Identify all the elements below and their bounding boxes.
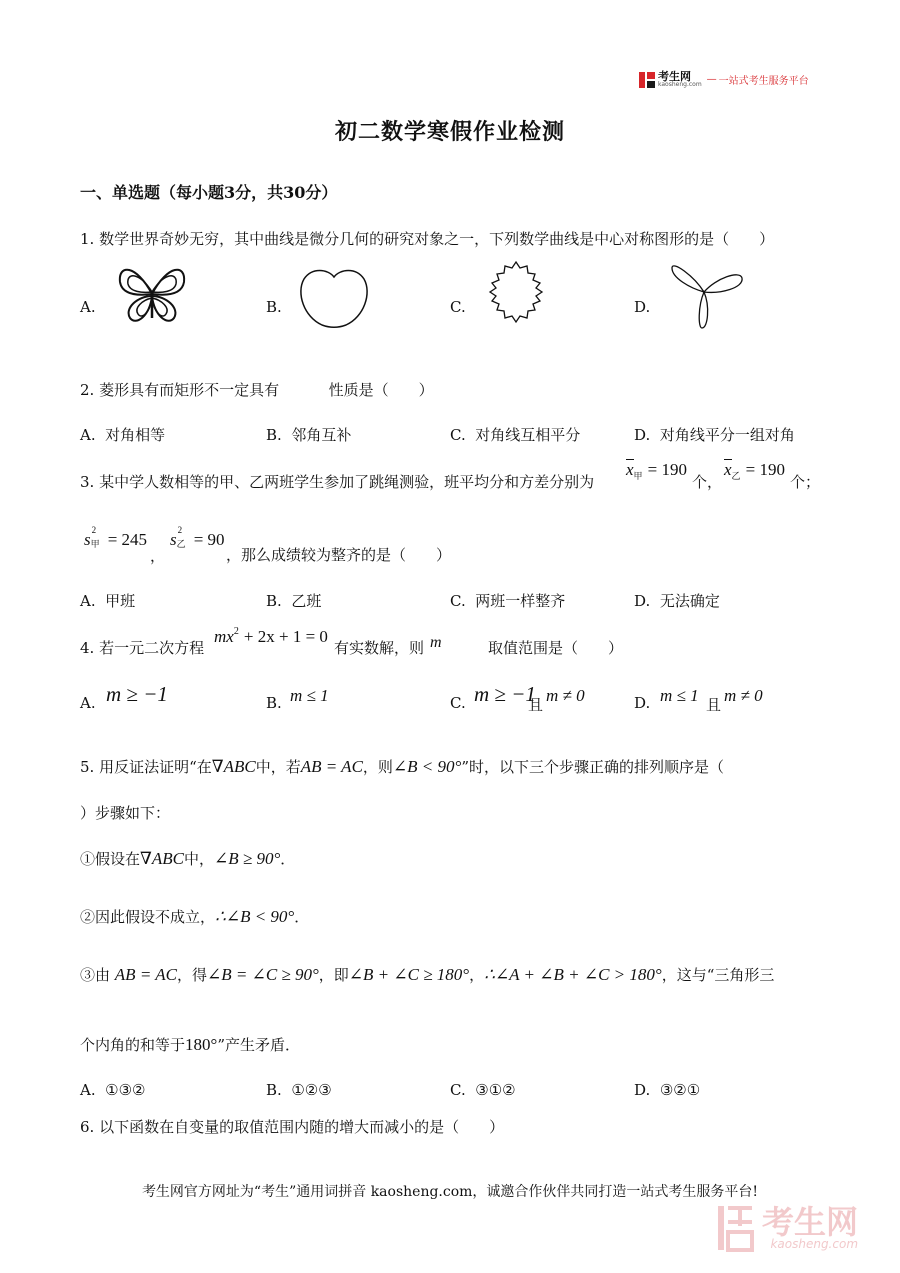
step-1: ①假设在∇ABC中，∠B ≥ 90°． xyxy=(80,849,296,868)
q4-option-d-and: 且 xyxy=(706,696,722,714)
q5-option-b: B. ①②③ xyxy=(266,1081,332,1099)
footer-text: 考生网官方网址为“考生”通用词拼音 kaosheng.com，诚邀合作伙伴共同打造一站式考生服务平台! xyxy=(141,1184,759,1200)
q4-option-c-label: C. xyxy=(450,694,466,712)
page-title: 初二数学寒假作业检测 xyxy=(334,119,565,145)
question-4-text-part2: 有实数解，则 xyxy=(334,639,425,657)
q4-option-d-math: m ≤ 1 xyxy=(660,686,699,705)
question-5-line2: ）步骤如下： xyxy=(80,804,171,822)
koch-snowflake-figure xyxy=(482,258,550,326)
logo-icon xyxy=(639,72,655,88)
question-2-text-part2: 性质是（ ） xyxy=(328,381,434,399)
q4-option-c-math: m ≥ −1 xyxy=(474,682,536,706)
mean-yi-expression: $x_乙 = 190$ xyxy=(724,460,785,482)
watermark-logo-icon xyxy=(716,1204,756,1252)
q1-option-c-label: C. xyxy=(450,298,466,316)
watermark-text: 考生网 xyxy=(762,1203,859,1241)
q3-option-b: B. 乙班 xyxy=(266,592,322,610)
header-slogan: 一站式考生服务平台 xyxy=(718,76,809,87)
step-3-line2: 个内角的和等于180°”产生矛盾． xyxy=(80,1035,300,1054)
variance-jia-expression: s 2 甲 = 245 xyxy=(84,525,148,550)
variance-yi-expression: s 2 乙 = 90 xyxy=(170,525,225,550)
variable-m: m xyxy=(430,634,442,651)
question-4-text-part3: 取值范围是（ ） xyxy=(488,639,624,657)
q1-option-a-label: A. xyxy=(80,298,96,316)
question-1-text: 1. 数学世界奇妙无穷，其中曲线是微分几何的研究对象之一，下列数学曲线是中心对称图形的是（ ） xyxy=(80,230,775,248)
question-3-text-part2: ，那么成绩较为整齐的是（ ） xyxy=(226,546,452,564)
step-2: ②因此假设不成立，∴∠B < 90°． xyxy=(80,907,310,926)
question-5-line1: 5. 用反证法证明“在∇ABC中，若AB = AC，则∠B < 90°”时，以下三个步骤正确的排列顺序是（ xyxy=(80,757,724,776)
quadratic-equation: $mx^2 + 2x + 1 = 0$ xyxy=(214,626,328,646)
q3-option-c: C. 两班一样整齐 xyxy=(450,592,566,610)
q4-option-c-and: 且 xyxy=(528,696,544,714)
q5-option-d: D. ③②① xyxy=(634,1081,701,1099)
q2-option-a: A. 对角相等 xyxy=(80,426,166,444)
three-leaf-rose-figure xyxy=(664,256,746,332)
butterfly-curve-figure xyxy=(116,262,188,326)
q5-option-c: C. ③①② xyxy=(450,1081,516,1099)
q2-option-c: C. 对角线互相平分 xyxy=(450,426,581,444)
watermark-subtext: kaosheng.com xyxy=(770,1237,859,1251)
mean-jia-expression: $x_甲 = 190$ xyxy=(626,460,687,482)
q3-option-a: A. 甲班 xyxy=(80,592,136,610)
q4-option-a-math: m ≥ −1 xyxy=(106,682,168,706)
question-2-text xyxy=(80,379,434,400)
q4-option-b-label: B. xyxy=(266,694,282,712)
section-heading: 一、单选题（每小题3分，共30分） xyxy=(80,183,338,202)
q4-option-a-label: A. xyxy=(80,694,96,712)
q1-option-d-label: D. xyxy=(634,298,651,316)
logo-text: 考生网 xyxy=(658,70,691,83)
question-4-text-part1: 4. 若一元二次方程 xyxy=(80,639,205,657)
question-3-text-part1: 3. 某中学人数相等的甲、乙两班学生参加了跳绳测验，班平均分和方差分别为 xyxy=(80,473,595,491)
logo-subtext: kaosheng.com xyxy=(658,81,702,88)
step-3-line1: ③由 AB = AC，得∠B = ∠C ≥ 90°，即∠B + ∠C ≥ 180°，∴∠A + ∠B + ∠C > 180°，这与“三角形三 xyxy=(80,965,775,984)
header-logo: 考生网 kaosheng.com — 一站式考生服务平台 xyxy=(639,71,809,88)
q2-option-b: B. 邻角互补 xyxy=(266,426,352,444)
unit-label-2: 个； xyxy=(790,473,821,491)
q4-option-c-math2: m ≠ 0 xyxy=(546,686,585,705)
q4-option-d-label: D. xyxy=(634,694,651,712)
question-2-text-part1: 2. 菱形具有而矩形不一定具有 xyxy=(80,381,280,399)
q3-option-d: D. 无法确定 xyxy=(634,592,720,610)
question-6-text: 6. 以下函数在自变量的取值范围内随的增大而减小的是（ ） xyxy=(80,1118,505,1136)
q2-option-d: D. 对角线平分一组对角 xyxy=(634,426,795,444)
q5-option-a: A. ①③② xyxy=(80,1081,146,1099)
q1-option-b-label: B. xyxy=(266,298,282,316)
cardioid-curve-figure xyxy=(298,265,370,331)
q4-option-d-math2: m ≠ 0 xyxy=(724,686,763,705)
unit-label-1: 个， xyxy=(692,473,723,491)
q4-option-b-math: m ≤ 1 xyxy=(290,686,329,705)
watermark xyxy=(716,1204,858,1252)
